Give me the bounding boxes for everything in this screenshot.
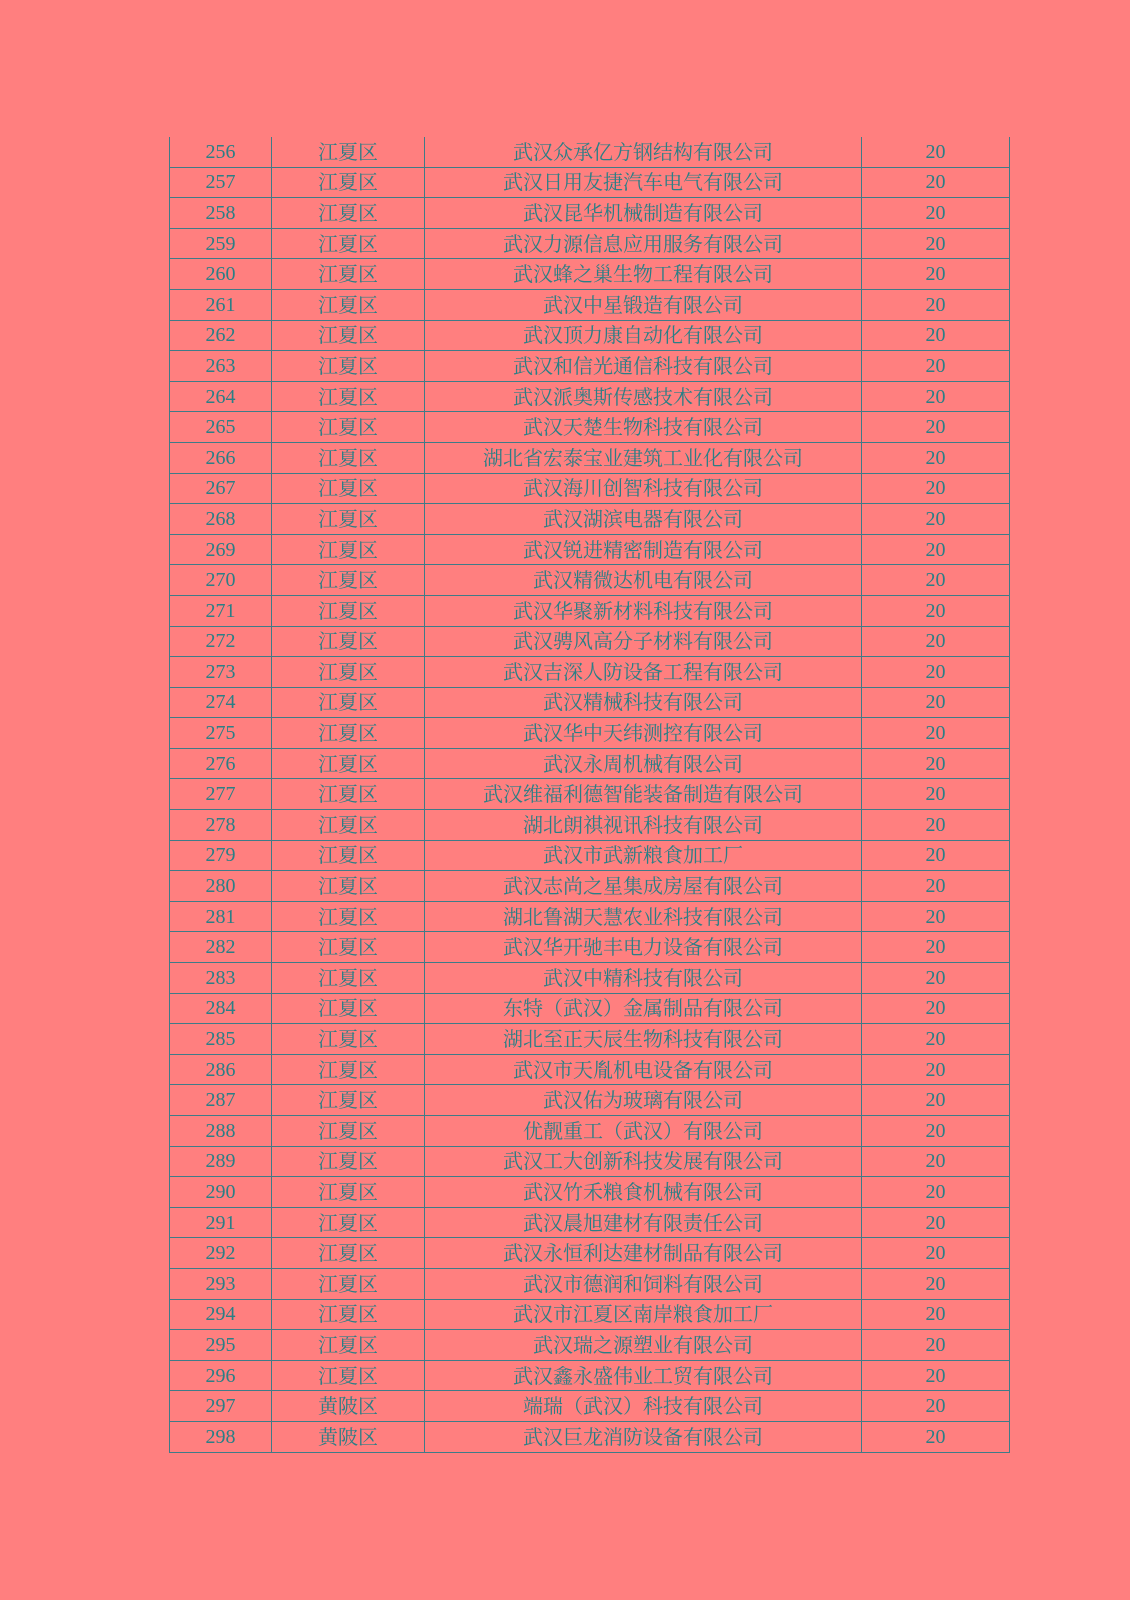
table-row [170, 1054, 1010, 1085]
table-row [170, 748, 1010, 779]
company-name-cell: 武汉佑为玻璃有限公司 [425, 1085, 862, 1116]
table-row [170, 1146, 1010, 1177]
row-number-cell: 257 [170, 167, 272, 198]
row-number-cell: 276 [170, 748, 272, 779]
district-cell: 江夏区 [272, 289, 425, 320]
district-cell: 江夏区 [272, 442, 425, 473]
company-name-cell: 武汉竹禾粮食机械有限公司 [425, 1177, 862, 1208]
company-name-cell: 武汉维福利德智能装备制造有限公司 [425, 779, 862, 810]
value-cell: 20 [862, 1177, 1010, 1208]
row-number-cell: 295 [170, 1330, 272, 1361]
value-cell: 20 [862, 932, 1010, 963]
table-row [170, 1330, 1010, 1361]
table-row [170, 718, 1010, 749]
company-name-cell: 武汉日用友捷汽车电气有限公司 [425, 167, 862, 198]
table-row [170, 687, 1010, 718]
value-cell: 20 [862, 1330, 1010, 1361]
district-cell: 江夏区 [272, 137, 425, 167]
company-name-cell: 武汉湖滨电器有限公司 [425, 504, 862, 535]
company-name-cell: 湖北省宏泰宝业建筑工业化有限公司 [425, 442, 862, 473]
district-cell: 江夏区 [272, 198, 425, 229]
row-number-cell: 286 [170, 1054, 272, 1085]
row-number-cell: 291 [170, 1207, 272, 1238]
row-number-cell: 271 [170, 595, 272, 626]
company-name-cell: 东特（武汉）金属制品有限公司 [425, 993, 862, 1024]
company-name-cell: 武汉昆华机械制造有限公司 [425, 198, 862, 229]
row-number-cell: 287 [170, 1085, 272, 1116]
row-number-cell: 262 [170, 320, 272, 351]
value-cell: 20 [862, 1207, 1010, 1238]
district-cell: 江夏区 [272, 657, 425, 688]
row-number-cell: 266 [170, 442, 272, 473]
company-table [169, 137, 1010, 1453]
table-row [170, 473, 1010, 504]
row-number-cell: 293 [170, 1268, 272, 1299]
row-number-cell: 258 [170, 198, 272, 229]
value-cell: 20 [862, 1054, 1010, 1085]
district-cell: 江夏区 [272, 259, 425, 290]
value-cell: 20 [862, 504, 1010, 535]
row-number-cell: 279 [170, 840, 272, 871]
table-row [170, 320, 1010, 351]
district-cell: 江夏区 [272, 871, 425, 902]
table-row [170, 810, 1010, 841]
table-row [170, 259, 1010, 290]
district-cell: 江夏区 [272, 534, 425, 565]
value-cell: 20 [862, 993, 1010, 1024]
company-name-cell: 武汉精械科技有限公司 [425, 687, 862, 718]
district-cell: 江夏区 [272, 963, 425, 994]
row-number-cell: 292 [170, 1238, 272, 1269]
company-name-cell: 武汉工大创新科技发展有限公司 [425, 1146, 862, 1177]
row-number-cell: 267 [170, 473, 272, 504]
value-cell: 20 [862, 534, 1010, 565]
district-cell: 江夏区 [272, 1146, 425, 1177]
row-number-cell: 297 [170, 1391, 272, 1422]
district-cell: 黄陂区 [272, 1391, 425, 1422]
row-number-cell: 274 [170, 687, 272, 718]
table-row [170, 1207, 1010, 1238]
company-name-cell: 优靓重工（武汉）有限公司 [425, 1116, 862, 1147]
company-name-cell: 武汉华开驰丰电力设备有限公司 [425, 932, 862, 963]
district-cell: 江夏区 [272, 626, 425, 657]
company-name-cell: 武汉中星锻造有限公司 [425, 289, 862, 320]
table-row [170, 626, 1010, 657]
row-number-cell: 264 [170, 381, 272, 412]
row-number-cell: 282 [170, 932, 272, 963]
value-cell: 20 [862, 748, 1010, 779]
row-number-cell: 270 [170, 565, 272, 596]
value-cell: 20 [862, 1299, 1010, 1330]
company-name-cell: 武汉鑫永盛伟业工贸有限公司 [425, 1360, 862, 1391]
value-cell: 20 [862, 1085, 1010, 1116]
table-row [170, 442, 1010, 473]
value-cell: 20 [862, 412, 1010, 443]
value-cell: 20 [862, 289, 1010, 320]
company-name-cell: 湖北朗祺视讯科技有限公司 [425, 810, 862, 841]
value-cell: 20 [862, 1421, 1010, 1452]
district-cell: 江夏区 [272, 840, 425, 871]
district-cell: 江夏区 [272, 1299, 425, 1330]
company-name-cell: 武汉精微达机电有限公司 [425, 565, 862, 596]
company-name-cell: 武汉锐进精密制造有限公司 [425, 534, 862, 565]
value-cell: 20 [862, 167, 1010, 198]
row-number-cell: 290 [170, 1177, 272, 1208]
table-row [170, 901, 1010, 932]
company-name-cell: 武汉力源信息应用服务有限公司 [425, 228, 862, 259]
district-cell: 江夏区 [272, 1116, 425, 1147]
row-number-cell: 281 [170, 901, 272, 932]
table-row [170, 932, 1010, 963]
table-row [170, 993, 1010, 1024]
value-cell: 20 [862, 259, 1010, 290]
value-cell: 20 [862, 137, 1010, 167]
district-cell: 江夏区 [272, 228, 425, 259]
row-number-cell: 294 [170, 1299, 272, 1330]
district-cell: 江夏区 [272, 381, 425, 412]
value-cell: 20 [862, 442, 1010, 473]
value-cell: 20 [862, 198, 1010, 229]
row-number-cell: 273 [170, 657, 272, 688]
table-row [170, 504, 1010, 535]
table-row [170, 351, 1010, 382]
district-cell: 江夏区 [272, 1360, 425, 1391]
company-name-cell: 武汉吉深人防设备工程有限公司 [425, 657, 862, 688]
district-cell: 江夏区 [272, 901, 425, 932]
value-cell: 20 [862, 1024, 1010, 1055]
company-name-cell: 武汉晨旭建材有限责任公司 [425, 1207, 862, 1238]
row-number-cell: 289 [170, 1146, 272, 1177]
table-row [170, 779, 1010, 810]
district-cell: 江夏区 [272, 779, 425, 810]
row-number-cell: 280 [170, 871, 272, 902]
district-cell: 黄陂区 [272, 1421, 425, 1452]
company-name-cell: 武汉市德润和饲料有限公司 [425, 1268, 862, 1299]
company-name-cell: 武汉巨龙消防设备有限公司 [425, 1421, 862, 1452]
district-cell: 江夏区 [272, 810, 425, 841]
value-cell: 20 [862, 351, 1010, 382]
company-name-cell: 武汉志尚之星集成房屋有限公司 [425, 871, 862, 902]
value-cell: 20 [862, 228, 1010, 259]
value-cell: 20 [862, 595, 1010, 626]
company-name-cell: 武汉顶力康自动化有限公司 [425, 320, 862, 351]
row-number-cell: 275 [170, 718, 272, 749]
table-row [170, 657, 1010, 688]
company-name-cell: 武汉永周机械有限公司 [425, 748, 862, 779]
table-row [170, 137, 1010, 167]
table-row [170, 1421, 1010, 1452]
value-cell: 20 [862, 1268, 1010, 1299]
table-row [170, 1085, 1010, 1116]
district-cell: 江夏区 [272, 595, 425, 626]
row-number-cell: 296 [170, 1360, 272, 1391]
row-number-cell: 256 [170, 137, 272, 167]
table-row [170, 595, 1010, 626]
value-cell: 20 [862, 473, 1010, 504]
table-row [170, 565, 1010, 596]
value-cell: 20 [862, 657, 1010, 688]
district-cell: 江夏区 [272, 167, 425, 198]
value-cell: 20 [862, 1360, 1010, 1391]
table-body [170, 137, 1010, 1452]
district-cell: 江夏区 [272, 993, 425, 1024]
company-name-cell: 武汉华聚新材料科技有限公司 [425, 595, 862, 626]
value-cell: 20 [862, 687, 1010, 718]
district-cell: 江夏区 [272, 1054, 425, 1085]
company-name-cell: 湖北鲁湖天慧农业科技有限公司 [425, 901, 862, 932]
district-cell: 江夏区 [272, 687, 425, 718]
district-cell: 江夏区 [272, 1024, 425, 1055]
table-row [170, 412, 1010, 443]
value-cell: 20 [862, 1238, 1010, 1269]
table-row [170, 840, 1010, 871]
row-number-cell: 261 [170, 289, 272, 320]
value-cell: 20 [862, 320, 1010, 351]
district-cell: 江夏区 [272, 351, 425, 382]
row-number-cell: 278 [170, 810, 272, 841]
row-number-cell: 268 [170, 504, 272, 535]
company-name-cell: 武汉骋风高分子材料有限公司 [425, 626, 862, 657]
value-cell: 20 [862, 1391, 1010, 1422]
row-number-cell: 284 [170, 993, 272, 1024]
value-cell: 20 [862, 901, 1010, 932]
district-cell: 江夏区 [272, 320, 425, 351]
district-cell: 江夏区 [272, 932, 425, 963]
table-row [170, 289, 1010, 320]
district-cell: 江夏区 [272, 412, 425, 443]
table-row [170, 963, 1010, 994]
company-name-cell: 武汉中精科技有限公司 [425, 963, 862, 994]
value-cell: 20 [862, 1116, 1010, 1147]
value-cell: 20 [862, 871, 1010, 902]
district-cell: 江夏区 [272, 1177, 425, 1208]
table-row [170, 1024, 1010, 1055]
company-name-cell: 武汉华中天纬测控有限公司 [425, 718, 862, 749]
company-name-cell: 武汉众承亿方钢结构有限公司 [425, 137, 862, 167]
company-name-cell: 武汉瑞之源塑业有限公司 [425, 1330, 862, 1361]
company-name-cell: 武汉蜂之巢生物工程有限公司 [425, 259, 862, 290]
row-number-cell: 272 [170, 626, 272, 657]
row-number-cell: 263 [170, 351, 272, 382]
row-number-cell: 298 [170, 1421, 272, 1452]
table-row [170, 1299, 1010, 1330]
company-name-cell: 武汉市武新粮食加工厂 [425, 840, 862, 871]
district-cell: 江夏区 [272, 748, 425, 779]
company-name-cell: 武汉市江夏区南岸粮食加工厂 [425, 1299, 862, 1330]
company-name-cell: 端瑞（武汉）科技有限公司 [425, 1391, 862, 1422]
value-cell: 20 [862, 963, 1010, 994]
table-row [170, 1177, 1010, 1208]
district-cell: 江夏区 [272, 718, 425, 749]
value-cell: 20 [862, 718, 1010, 749]
row-number-cell: 285 [170, 1024, 272, 1055]
district-cell: 江夏区 [272, 1238, 425, 1269]
table-row [170, 167, 1010, 198]
table-row [170, 1268, 1010, 1299]
table-row [170, 871, 1010, 902]
table-row [170, 1391, 1010, 1422]
district-cell: 江夏区 [272, 1330, 425, 1361]
value-cell: 20 [862, 1146, 1010, 1177]
district-cell: 江夏区 [272, 1085, 425, 1116]
company-name-cell: 武汉海川创智科技有限公司 [425, 473, 862, 504]
district-cell: 江夏区 [272, 504, 425, 535]
row-number-cell: 269 [170, 534, 272, 565]
row-number-cell: 288 [170, 1116, 272, 1147]
value-cell: 20 [862, 565, 1010, 596]
company-name-cell: 武汉市天胤机电设备有限公司 [425, 1054, 862, 1085]
company-name-cell: 武汉和信光通信科技有限公司 [425, 351, 862, 382]
company-name-cell: 武汉永恒利达建材制品有限公司 [425, 1238, 862, 1269]
value-cell: 20 [862, 810, 1010, 841]
row-number-cell: 283 [170, 963, 272, 994]
value-cell: 20 [862, 840, 1010, 871]
table-row [170, 1238, 1010, 1269]
table-row [170, 534, 1010, 565]
district-cell: 江夏区 [272, 473, 425, 504]
value-cell: 20 [862, 779, 1010, 810]
district-cell: 江夏区 [272, 1207, 425, 1238]
table-row [170, 198, 1010, 229]
district-cell: 江夏区 [272, 565, 425, 596]
company-name-cell: 湖北至正天辰生物科技有限公司 [425, 1024, 862, 1055]
row-number-cell: 277 [170, 779, 272, 810]
row-number-cell: 260 [170, 259, 272, 290]
table-row [170, 228, 1010, 259]
district-cell: 江夏区 [272, 1268, 425, 1299]
table-row [170, 1360, 1010, 1391]
table-row [170, 1116, 1010, 1147]
value-cell: 20 [862, 626, 1010, 657]
row-number-cell: 265 [170, 412, 272, 443]
table-row [170, 381, 1010, 412]
company-name-cell: 武汉天楚生物科技有限公司 [425, 412, 862, 443]
row-number-cell: 259 [170, 228, 272, 259]
company-name-cell: 武汉派奥斯传感技术有限公司 [425, 381, 862, 412]
value-cell: 20 [862, 381, 1010, 412]
